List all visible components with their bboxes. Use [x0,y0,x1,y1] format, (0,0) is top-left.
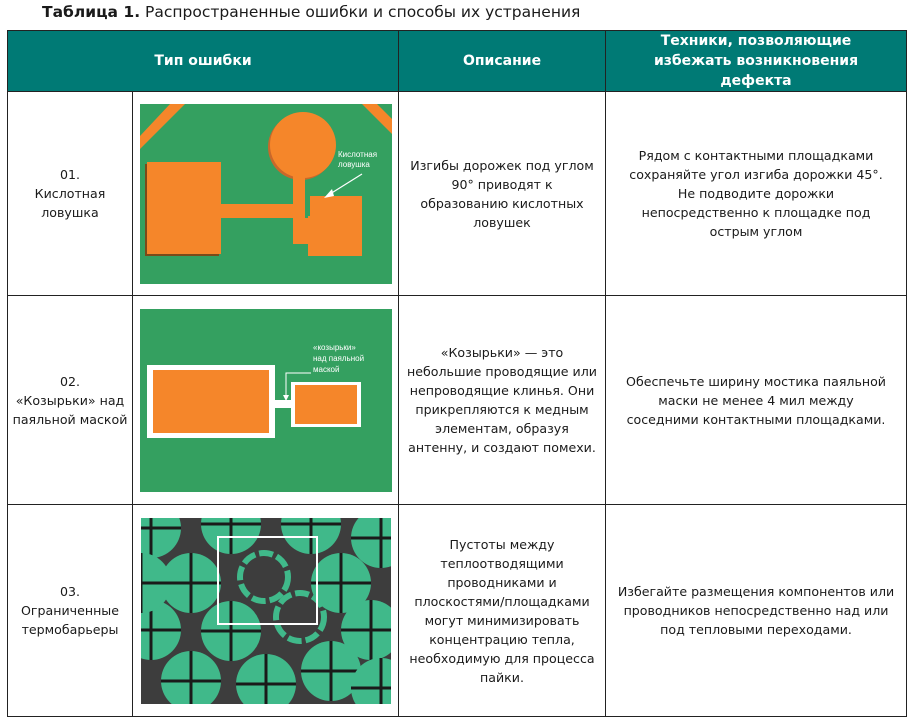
caption-label: Таблица 1. [42,3,141,21]
svg-text:маской: маской [312,364,339,374]
error-description: Изгибы дорожек под углом 90° приводят к образованию кислотных ловушек [399,92,606,296]
error-type: 02. «Козырьки» над паяльной маской [8,296,133,505]
error-technique: Обеспечьте ширину мостика паяльной маски не менее 4 мил между соседними контактными площадками. [606,296,907,505]
error-technique: Избегайте размещения компонентов или проводников непосредственно над или под тепловыми переходами. [606,505,907,717]
svg-text:ловушка: ловушка [337,159,370,169]
error-image [133,92,399,296]
error-image [133,505,399,717]
table-row [8,505,907,717]
error-technique: Рядом с контактными площадками сохраняйте угол изгиба дорожки 45°. Не подводите дорожки непосредственно к площадке под острым углом [606,92,907,296]
table-row [8,296,907,505]
table-row [8,92,907,296]
thermal-relief-illustration [141,518,391,704]
svg-text:«козырьки»: «козырьки» [312,342,356,352]
error-description: Пустоты между теплоотводящими проводниками и плоскостями/площадками могут минимизировать концентрацию тепла, необходимую для процесса пайки. [399,505,606,717]
errors-table [7,30,907,717]
svg-text:над паяльной: над паяльной [312,353,364,363]
header-techniques: Техники, позволяющие избежать возникновения дефекта [606,31,907,92]
error-description: «Козырьки» — это небольшие проводящие или непроводящие клинья. Они прикрепляются к медным элементам, образуя антенну, и создают помехи. [399,296,606,505]
solder-mask-slivers-illustration [140,309,392,492]
header-description: Описание [399,31,606,92]
error-image [133,296,399,505]
header-type: Тип ошибки [8,31,399,92]
error-type: 03. Ограниченные термобарьеры [8,505,133,717]
acid-trap-illustration [140,104,392,284]
svg-text:Кислотная: Кислотная [337,149,377,159]
caption-text: Распространенные ошибки и способы их устранения [145,3,581,21]
error-type: 01. Кислотная ловушка [8,92,133,296]
table-header [8,31,907,92]
table-caption [42,3,580,21]
